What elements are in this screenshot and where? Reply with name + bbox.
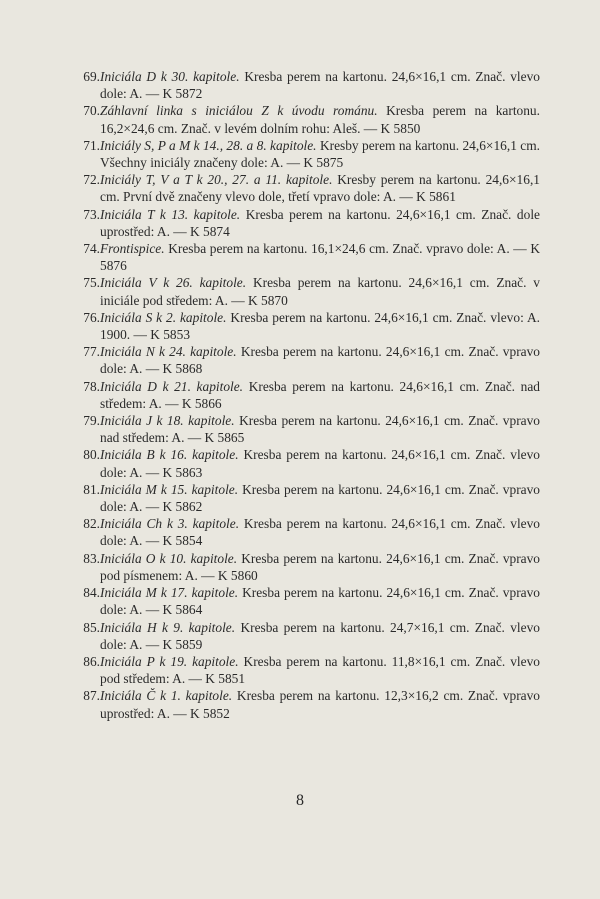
entry-title: Záhlavní linka s iniciálou Z k úvodu románu. — [100, 103, 378, 119]
entry-number: 70. — [83, 103, 100, 119]
entry-number: 86. — [83, 653, 100, 669]
entry-description: Kresba perem na kartonu. 24,6×16,1 cm. Znač. vpravo nad středem: A. — K 5865 — [100, 413, 540, 446]
entry-description: Kresba perem na kartonu. 24,6×16,1 cm. Znač. vpravo dole: A. — K 5862 — [100, 481, 540, 515]
entry-title: Iniciála T k 13. kapitole. — [100, 206, 241, 222]
entry-number: 80. — [83, 447, 100, 463]
entry-number: 84. — [83, 585, 100, 601]
entry-title: Iniciála B k 16. kapitole. — [100, 447, 239, 463]
entry-title: Iniciála D k 30. kapitole. — [100, 69, 240, 84]
entry-body — [100, 171, 540, 205]
catalog-entry — [70, 412, 540, 446]
entry-body — [100, 102, 540, 136]
entry-description: Kresba perem na kartonu. 24,6×16,1 cm. Znač. vlevo dole: A. — K 5854 — [100, 516, 540, 549]
catalog-entry — [70, 68, 540, 102]
entry-title: Iniciála D k 21. kapitole. — [100, 378, 244, 394]
entry-description: Kresba perem na kartonu. 24,6×16,1 cm. Znač. v iniciále pod středem: A. — K 5870 — [100, 275, 540, 308]
entry-number: 72. — [83, 172, 100, 188]
entry-body — [100, 619, 540, 653]
entry-number: 78. — [83, 378, 100, 394]
entry-title: Iniciála Č k 1. kapitole. — [100, 688, 233, 704]
catalog-list — [70, 68, 540, 722]
catalog-entry — [70, 653, 540, 687]
entry-body — [100, 584, 540, 618]
entry-title: Iniciála Ch k 3. kapitole. — [100, 516, 240, 532]
entry-description: Kresba perem na kartonu. 24,6×16,1 cm. Znač. vpravo dole: A. — K 5864 — [100, 585, 540, 618]
entry-body — [100, 137, 540, 171]
entry-number: 83. — [83, 550, 100, 566]
page-number: 8 — [296, 792, 304, 809]
catalog-entry — [70, 102, 540, 136]
entry-body — [100, 446, 540, 480]
catalog-entry — [70, 550, 540, 584]
entry-description: Kresba perem na kartonu. 24,6×16,1 cm. Znač. nad středem: A. — K 5866 — [100, 378, 540, 411]
entry-title: Iniciála J k 18. kapitole. — [100, 413, 235, 429]
entry-body — [100, 206, 540, 240]
entry-number: 75. — [83, 275, 100, 291]
catalog-entry — [70, 481, 540, 515]
entry-description: Kresba perem na kartonu. 24,6×16,1 cm. Znač. vlevo: A. 1900. — K 5853 — [100, 309, 540, 343]
entry-title: Iniciála P k 19. kapitole. — [100, 653, 239, 669]
entry-title: Iniciály S, P a M k 14., 28. a 8. kapitole. — [100, 137, 317, 153]
entry-description: Kresba perem na kartonu. 11,8×16,1 cm. Znač. vlevo pod středem: A. — K 5851 — [100, 653, 540, 687]
catalog-entry — [70, 619, 540, 653]
catalog-entry — [70, 378, 540, 412]
entry-description: Kresba perem na kartonu. 16,2×24,6 cm. Znač. v levém dolním rohu: Aleš. — K 5850 — [100, 103, 540, 136]
entry-body — [100, 412, 540, 446]
entry-body — [100, 274, 540, 308]
entry-number: 85. — [83, 619, 100, 635]
entry-title: Iniciála N k 24. kapitole. — [100, 344, 237, 360]
catalog-entry — [70, 240, 540, 274]
entry-body — [100, 481, 540, 515]
catalog-entry — [70, 206, 540, 240]
entry-description: Kresba perem na kartonu. 24,6×16,1 cm. Znač. vpravo dole: A. — K 5868 — [100, 344, 540, 377]
entry-title: Iniciály T, V a T k 20., 27. a 11. kapitole. — [100, 172, 333, 188]
entry-number: 77. — [83, 344, 100, 360]
entry-title: Iniciála H k 9. kapitole. — [100, 619, 236, 635]
catalog-entry — [70, 343, 540, 377]
entry-title: Iniciála M k 17. kapitole. — [100, 585, 239, 601]
entry-title: Iniciála S k 2. kapitole. — [100, 309, 227, 325]
catalog-entry — [70, 274, 540, 308]
catalog-entry — [70, 687, 540, 721]
entry-body — [100, 343, 540, 377]
entry-description: Kresba perem na kartonu. 24,6×16,1 cm. Znač. vlevo dole: A. — K 5872 — [100, 69, 540, 102]
catalog-entry — [70, 515, 540, 549]
entry-number: 69. — [83, 69, 100, 84]
entry-body — [100, 550, 540, 584]
entry-title: Iniciála V k 26. kapitole. — [100, 275, 247, 291]
entry-description: Kresby perem na kartonu. 24,6×16,1 cm. První dvě značeny vlevo dole, třetí vpravo dole: A. — K 5861 — [100, 172, 540, 205]
entry-title: Iniciála M k 15. kapitole. — [100, 481, 239, 497]
entry-body — [100, 378, 540, 412]
entry-description: Kresba perem na kartonu. 12,3×16,2 cm. Znač. vpravo uprostřed: A. — K 5852 — [100, 688, 540, 721]
entry-title: Iniciála O k 10. kapitole. — [100, 550, 238, 566]
entry-body — [100, 515, 540, 549]
entry-description: Kresby perem na kartonu. 24,6×16,1 cm. Všechny iniciály značeny dole: A. — K 5875 — [100, 137, 540, 171]
entry-title: Frontispice. — [100, 241, 165, 257]
entry-number: 82. — [83, 516, 100, 532]
entry-number: 87. — [83, 688, 100, 704]
entry-number: 76. — [83, 309, 100, 325]
entry-description: Kresba perem na kartonu. 16,1×24,6 cm. Znač. vpravo dole: A. — K 5876 — [100, 241, 540, 274]
entry-description: Kresba perem na kartonu. 24,7×16,1 cm. Znač. vlevo dole: A. — K 5859 — [100, 619, 540, 652]
catalog-entry — [70, 584, 540, 618]
entry-body — [100, 653, 540, 687]
entry-body — [100, 309, 540, 343]
entry-number: 74. — [83, 241, 100, 257]
entry-number: 79. — [83, 413, 100, 429]
entry-number: 71. — [83, 137, 100, 153]
entry-description: Kresba perem na kartonu. 24,6×16,1 cm. Znač. vlevo dole: A. — K 5863 — [100, 447, 540, 480]
catalog-entry — [70, 171, 540, 205]
entry-number: 81. — [83, 481, 100, 497]
catalog-entry — [70, 309, 540, 343]
catalog-entry — [70, 446, 540, 480]
entry-description: Kresba perem na kartonu. 24,6×16,1 cm. Znač. vpravo pod písmenem: A. — K 5860 — [100, 550, 540, 583]
entry-description: Kresba perem na kartonu. 24,6×16,1 cm. Znač. dole uprostřed: A. — K 5874 — [100, 206, 540, 239]
entry-body — [100, 68, 540, 102]
entry-body — [100, 687, 540, 721]
entry-number: 73. — [83, 206, 100, 222]
catalog-entry — [70, 137, 540, 171]
entry-body — [100, 240, 540, 274]
